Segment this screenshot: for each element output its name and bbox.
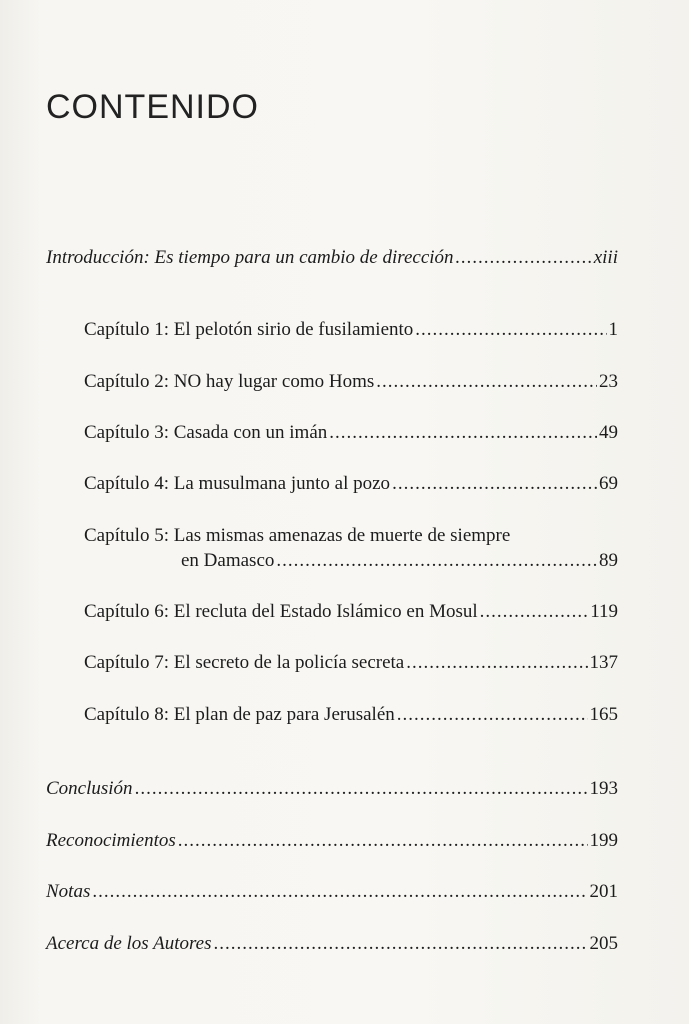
toc-entry-label: en Damasco (181, 550, 275, 571)
toc-entry-page: 165 (589, 704, 618, 725)
dot-leader (135, 777, 588, 801)
toc-entry-page: 89 (599, 550, 618, 571)
toc-entry-page: 69 (599, 473, 618, 494)
dot-leader (456, 246, 592, 270)
toc-entry-label: Conclusión (46, 778, 133, 799)
dot-leader (415, 318, 606, 342)
toc-entry-label: Capítulo 1: El pelotón sirio de fusilamiento (84, 319, 414, 340)
dot-leader (214, 932, 588, 956)
toc-entry-label: Introducción: Es tiempo para un cambio de dirección (46, 247, 454, 268)
toc-entry-page: 205 (589, 933, 618, 954)
dot-leader (329, 421, 597, 445)
toc-entry-chapter-8 (84, 703, 618, 727)
toc-entry-notes (46, 880, 618, 904)
toc-entry-introduction (46, 246, 618, 270)
toc-entry-label: Capítulo 8: El plan de paz para Jerusalén (84, 704, 395, 725)
toc-entry-label: Capítulo 3: Casada con un imán (84, 422, 328, 443)
dot-leader (92, 880, 587, 904)
toc-entry-chapter-1 (84, 318, 618, 342)
toc-entry-label: Capítulo 4: La musulmana junto al pozo (84, 473, 391, 494)
toc-entry-label: Acerca de los Autores (46, 933, 212, 954)
toc-entry-chapter-4 (84, 472, 618, 496)
toc-entry-chapter-6 (84, 600, 618, 624)
toc-entry-chapter-2 (84, 370, 618, 394)
dot-leader (276, 549, 597, 573)
toc-entry-page: 23 (599, 371, 618, 392)
toc-entry-chapter-5 (181, 549, 618, 573)
toc-entry-page: 201 (589, 881, 618, 902)
toc-entry-conclusion (46, 777, 618, 801)
toc-entry-chapter-7 (84, 651, 618, 675)
toc-entry-page: 199 (589, 830, 618, 851)
dot-leader (406, 651, 587, 675)
dot-leader (480, 600, 589, 624)
toc-entry-chapter-5-line1: Capítulo 5: Las mismas amenazas de muerte de siempre (84, 525, 511, 546)
toc-entry-chapter-3 (84, 421, 618, 445)
toc-entry-label: Capítulo 2: NO hay lugar como Homs (84, 371, 375, 392)
toc-entry-about-authors (46, 932, 618, 956)
dot-leader (376, 370, 597, 394)
toc-entry-acknowledgments (46, 829, 618, 853)
toc-entry-page: 119 (590, 601, 618, 622)
toc-entry-page: xiii (593, 247, 618, 268)
toc-entry-label: Capítulo 6: El recluta del Estado Islámico en Mosul (84, 601, 478, 622)
dot-leader (178, 829, 588, 853)
page-title: CONTENIDO (46, 88, 259, 126)
toc-entry-label: Reconocimientos (46, 830, 176, 851)
dot-leader (397, 703, 588, 727)
toc-entry-label: Notas (46, 881, 91, 902)
toc-entry-page: 1 (608, 319, 618, 340)
toc-entry-page: 137 (589, 652, 618, 673)
toc-entry-label: Capítulo 7: El secreto de la policía secreta (84, 652, 405, 673)
dot-leader (392, 472, 597, 496)
toc-entry-page: 193 (589, 778, 618, 799)
toc-entry-page: 49 (599, 422, 618, 443)
